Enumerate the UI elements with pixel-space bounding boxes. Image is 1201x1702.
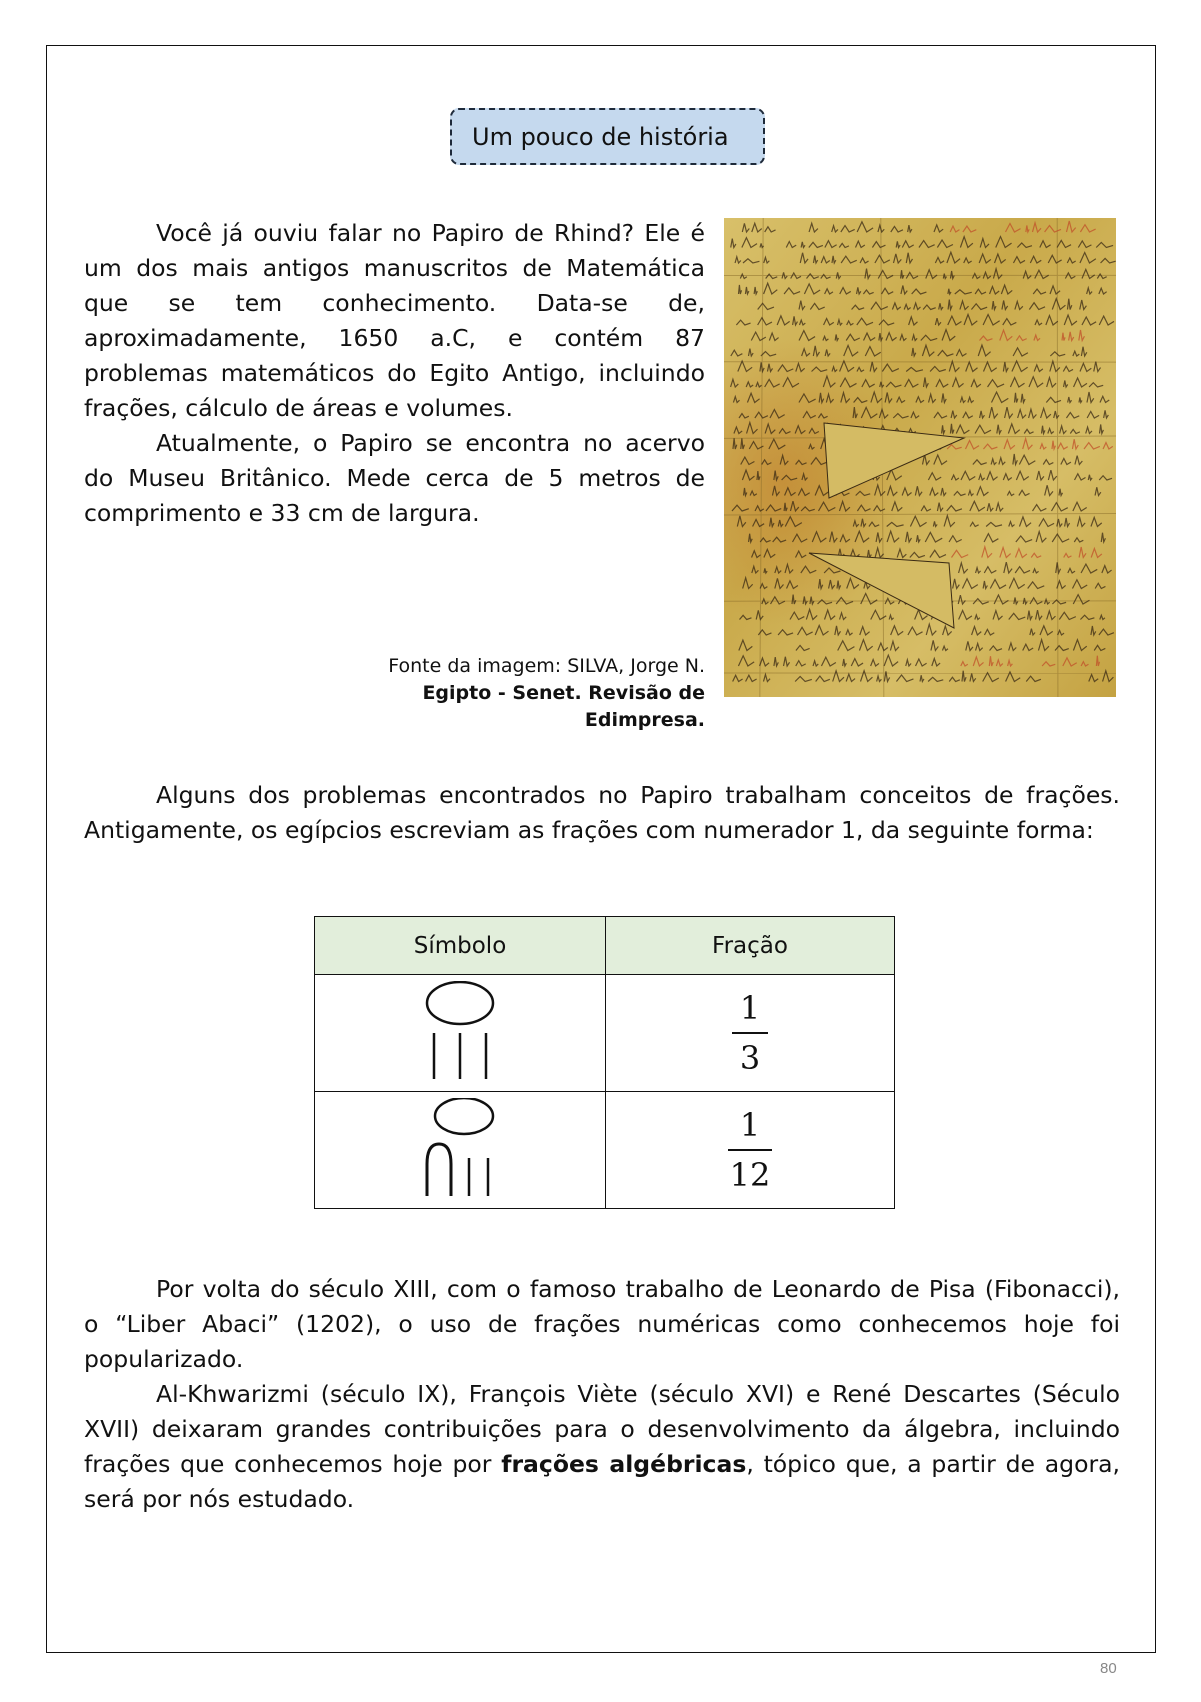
history-paragraph-1 xyxy=(84,1272,1120,1377)
text-line: o “Liber Abaci” (1202), o uso de frações numéricas como conhecemos hoje foi xyxy=(84,1310,1120,1338)
section-title: Um pouco de história xyxy=(472,122,729,151)
history-paragraph-2 xyxy=(84,1377,1120,1517)
fractions-intro-paragraph xyxy=(84,778,1120,848)
papyrus-image xyxy=(724,218,1116,697)
fraction-bar xyxy=(732,1032,768,1034)
text-line: Você já ouviu falar no Papiro de Rhind? Ele é xyxy=(156,219,705,247)
page-number: 80 xyxy=(1100,1660,1117,1677)
text-line: popularizado. xyxy=(84,1345,244,1373)
denominator: 12 xyxy=(729,1156,771,1194)
intro-paragraph-1 xyxy=(84,216,705,426)
text-line: Por volta do século XIII, com o famoso trabalho de Leonardo de Pisa (Fibonacci), xyxy=(156,1275,1120,1303)
image-credit xyxy=(300,653,705,734)
text-line: XVII) deixaram grandes contribuições para o desenvolvimento da álgebra, incluindo xyxy=(84,1415,1120,1443)
table-row xyxy=(315,1092,895,1209)
text-line: problemas matemáticos do Egito Antigo, incluindo xyxy=(84,359,705,387)
header-symbol: Símbolo xyxy=(315,917,606,975)
table-header-row xyxy=(315,917,895,975)
text-line: Alguns dos problemas encontrados no Papiro trabalham conceitos de frações. xyxy=(156,781,1120,809)
text-line xyxy=(84,1447,1120,1482)
text-line: será por nós estudado. xyxy=(84,1485,355,1513)
text-line: Al-Khwarizmi (século IX), François Viète (século XVI) e René Descartes (Século xyxy=(156,1380,1120,1408)
text-line: Antigamente, os egípcios escreviam as frações com numerador 1, da seguinte forma: xyxy=(84,816,1094,844)
text-line: Atualmente, o Papiro se encontra no acervo xyxy=(156,429,705,457)
table-row xyxy=(315,975,895,1092)
symbol-cell xyxy=(315,1092,606,1209)
text-line: um dos mais antigos manuscritos de Matemática xyxy=(84,254,705,282)
text-segment: , tópico que, a partir de agora, xyxy=(746,1450,1120,1478)
fraction-one-third xyxy=(732,988,768,1078)
fraction-one-twelfth xyxy=(728,1105,772,1195)
ro-ten-two-strokes-icon xyxy=(420,1098,500,1198)
intro-paragraph-2 xyxy=(84,426,705,531)
emphasis-algebraic-fractions: frações algébricas xyxy=(501,1450,747,1478)
numerator: 1 xyxy=(739,989,761,1027)
image-credit-source: Fonte da imagem: SILVA, Jorge N. xyxy=(388,655,705,677)
text-segment: frações que conhecemos hoje por xyxy=(84,1450,502,1478)
symbol-cell xyxy=(315,975,606,1092)
text-line: do Museu Britânico. Mede cerca de 5 metros de xyxy=(84,464,705,492)
text-line: frações, cálculo de áreas e volumes. xyxy=(84,394,513,422)
text-line: comprimento e 33 cm de largura. xyxy=(84,499,480,527)
fraction-bar xyxy=(728,1149,772,1151)
denominator: 3 xyxy=(739,1039,761,1077)
numerator: 1 xyxy=(739,1106,761,1144)
ro-three-strokes-icon xyxy=(420,981,500,1081)
text-line: aproximadamente, 1650 a.C, e contém 87 xyxy=(84,324,705,352)
header-fraction: Fração xyxy=(606,917,895,975)
egyptian-fractions-table xyxy=(314,916,895,1209)
fraction-cell xyxy=(606,1092,895,1209)
image-credit-title: Egipto - Senet. Revisão de Edimpresa. xyxy=(422,682,705,731)
fraction-cell xyxy=(606,975,895,1092)
text-line: que se tem conhecimento. Data-se de, xyxy=(84,289,705,317)
section-title-box xyxy=(450,108,765,165)
